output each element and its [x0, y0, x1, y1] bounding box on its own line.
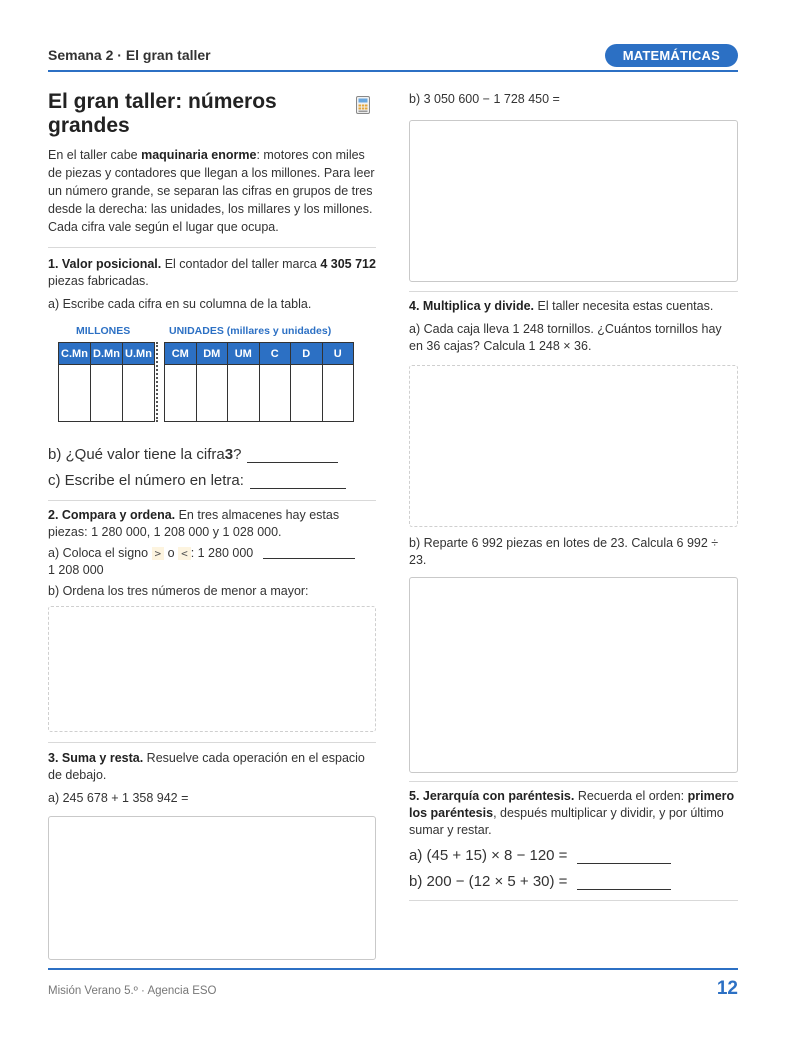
col-header: C [259, 343, 291, 365]
col-header: CM [165, 343, 197, 365]
col-header: D [291, 343, 323, 365]
header-title: Semana 2 · El gran taller [48, 47, 211, 63]
exercise-5a: a) (45 + 15) × 8 − 120 = [409, 847, 738, 864]
calculator-icon [356, 96, 370, 114]
group-separator [156, 342, 158, 422]
answer-blank[interactable] [577, 850, 671, 864]
col-header: UM [228, 343, 260, 365]
left-column [48, 90, 376, 960]
exercise-2b-instruction: b) Ordena los tres números de menor a mayor: [48, 584, 309, 598]
digit-cell[interactable] [322, 365, 354, 422]
digit-cell[interactable] [165, 365, 197, 422]
digit-cell[interactable] [91, 365, 123, 422]
exercise-5 [409, 788, 738, 901]
divider [48, 247, 376, 248]
answer-area[interactable] [48, 816, 376, 960]
subject-badge: MATEMÁTICAS [605, 44, 738, 67]
digit-cell[interactable] [259, 365, 291, 422]
divider [48, 742, 376, 743]
col-header: D.Mn [91, 343, 123, 365]
place-value-table [48, 325, 376, 425]
exercise-2a: a) Coloca el signo > o < : 1 280 000 1 208 000 [48, 545, 376, 579]
divider [409, 291, 738, 292]
header-divider [48, 70, 738, 72]
intro-text: En el taller cabe maquinaria enorme: motores con miles de piezas y contadores que llegan a los millones. Para leer un número grande, se separan las cifras en grupos de tres desde la derecha: las unidades, los millares y los millones. Cada cifra vale según el lugar que ocupa. [48, 148, 375, 234]
answer-blank[interactable] [247, 449, 338, 463]
right-column [409, 91, 738, 901]
col-header: C.Mn [59, 343, 91, 365]
exercise-4b: b) Reparte 6 992 piezas en lotes de 23. Calcula 6 992 ÷ 23. [409, 536, 719, 567]
divider [48, 500, 376, 501]
exercise-4a: a) Cada caja lleva 1 248 tornillos. ¿Cuántos tornillos hay en 36 cajas? Calcula 1 248 × 36. [409, 322, 722, 353]
page-header [48, 44, 738, 72]
exercise-5-statement: 5. Jerarquía con paréntesis. Recuerda el orden: primero los paréntesis, después multiplicar y dividir, y por último sumar y restar. [409, 789, 735, 837]
answer-area[interactable] [409, 365, 738, 527]
digit-cell[interactable] [291, 365, 323, 422]
intro-section [48, 90, 376, 236]
answer-area[interactable] [48, 606, 376, 732]
exercise-1b: b) ¿Qué valor tiene la cifra 3 ? [48, 446, 376, 463]
col-header: U [322, 343, 354, 365]
exercise-3a: a) 245 678 + 1 358 942 = [48, 791, 189, 805]
millones-table [58, 342, 155, 422]
answer-blank[interactable] [263, 549, 355, 559]
exercise-3 [48, 750, 376, 960]
exercise-1-statement: 1. Valor posicional. El contador del taller marca 4 305 712 piezas fabricadas. [48, 257, 376, 288]
col-header: DM [196, 343, 228, 365]
page-number: 12 [716, 978, 738, 999]
digit-cell[interactable] [59, 365, 91, 422]
footer-text: Misión Verano 5.º · Agencia ESO [48, 985, 217, 997]
exercise-3-statement: 3. Suma y resta. Resuelve cada operación en el espacio de debajo. [48, 751, 365, 782]
exercise-1 [48, 256, 376, 489]
page-title: El gran taller: números grandes [48, 90, 277, 137]
answer-blank[interactable] [577, 876, 671, 890]
exercise-1c: c) Escribe el número en letra: [48, 472, 376, 489]
unidades-label: UNIDADES (millares y unidades) [169, 325, 332, 337]
digit-cell[interactable] [196, 365, 228, 422]
footer-divider [48, 968, 738, 970]
exercise-5b: b) 200 − (12 × 5 + 30) = [409, 873, 738, 890]
answer-area[interactable] [409, 120, 738, 282]
exercise-3b: b) 3 050 600 − 1 728 450 = [409, 92, 560, 106]
divider [409, 900, 738, 901]
answer-area[interactable] [409, 577, 738, 773]
col-header: U.Mn [123, 343, 155, 365]
exercise-4-statement: 4. Multiplica y divide. El taller necesita estas cuentas. [409, 299, 714, 313]
exercise-4 [409, 298, 738, 773]
unidades-table [164, 342, 354, 422]
digit-cell[interactable] [123, 365, 155, 422]
exercise-2-statement: 2. Compara y ordena. En tres almacenes hay estas piezas: 1 280 000, 1 208 000 y 1 028 000. [48, 508, 340, 539]
millones-label: MILLONES [76, 325, 131, 337]
answer-blank[interactable] [250, 475, 346, 489]
exercise-1a-instruction: a) Escribe cada cifra en su columna de la tabla. [48, 297, 312, 311]
digit-cell[interactable] [228, 365, 260, 422]
divider [409, 781, 738, 782]
exercise-2 [48, 507, 376, 732]
